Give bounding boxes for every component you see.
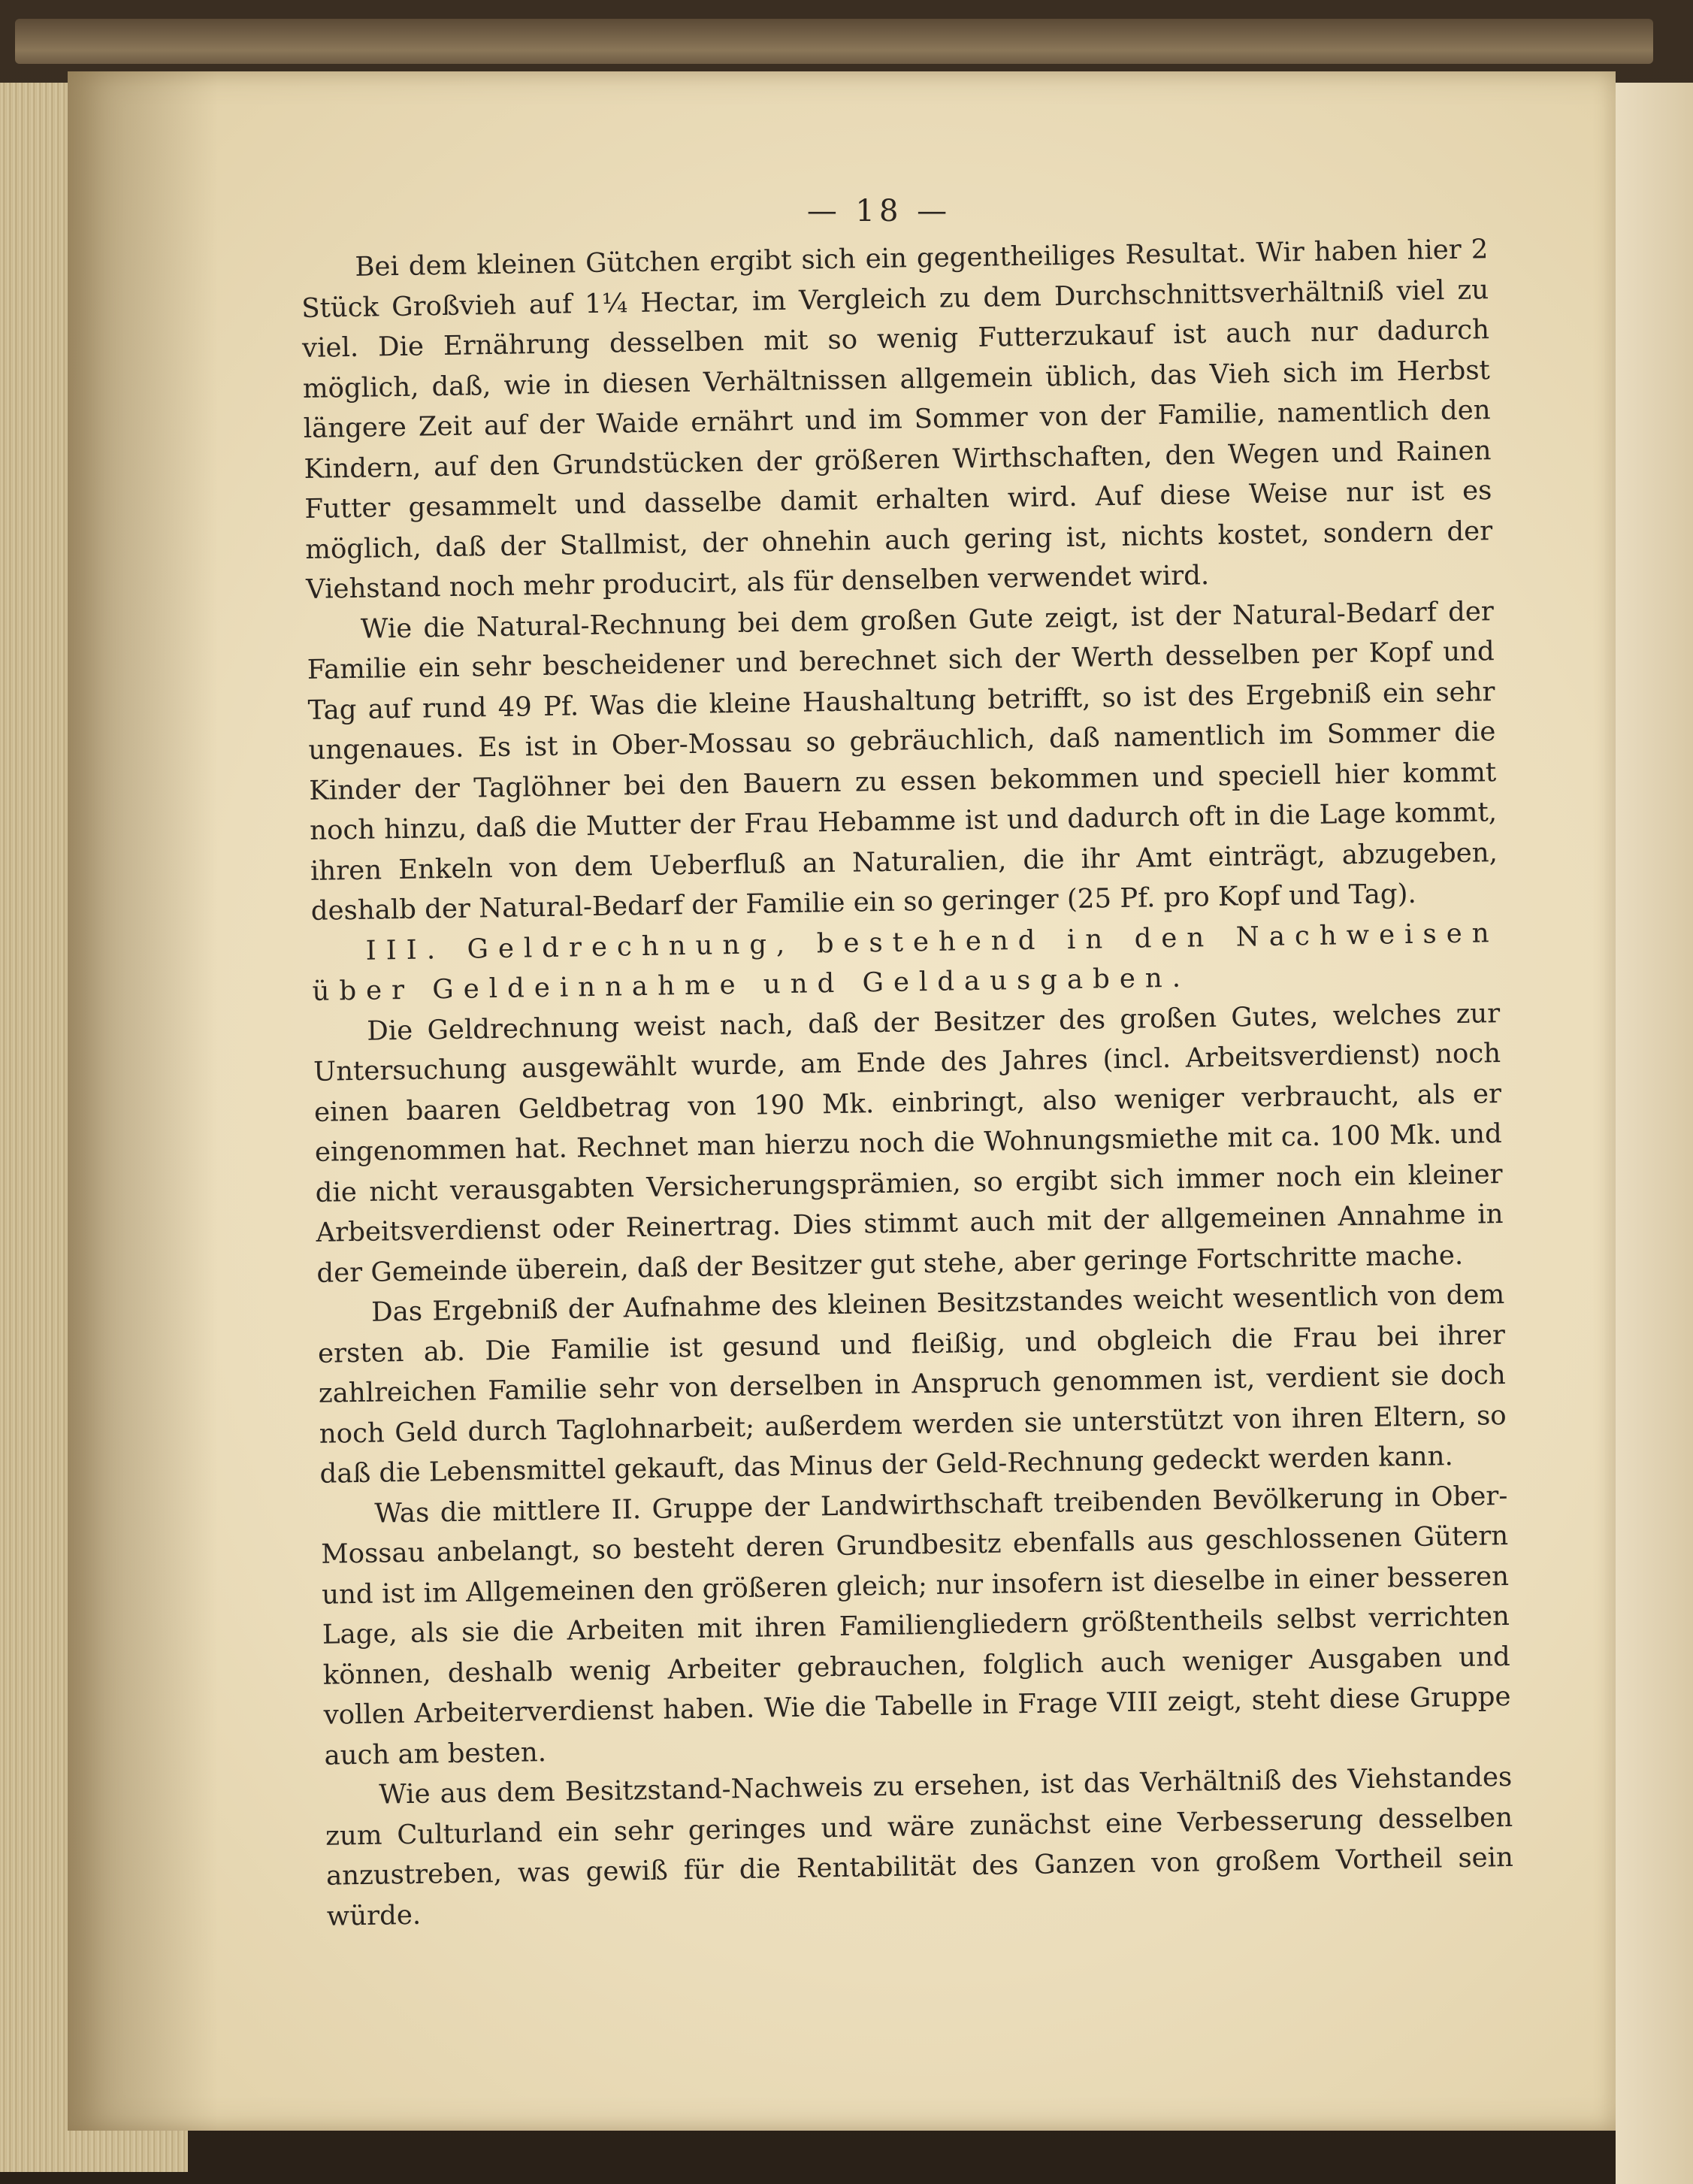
gutter-shadow bbox=[68, 71, 218, 2131]
page-edge-right bbox=[1616, 83, 1693, 2184]
body-text bbox=[301, 229, 1514, 1937]
paragraph: Wie die Natural-Rechnung bei dem großen Gute zeigt, ist der Natural-Bedarf der Familie ein sehr bescheidener und berechnet sich der Werth desselben per Kopf und Tag auf rund 49 Pf. Was die kleine Haushaltung betrifft, so ist des Ergebniß ein sehr ungenaues. Es ist in Ober-Mossau so gebräuchlich, daß namentlich im Sommer die Kinder der Taglöhner bei den Bauern zu essen bekommen und speciell hier kommt noch hinzu, daß die Mutter der Frau Hebamme ist und dadurch oft in die Lage kommt, ihren Enkeln von dem Ueberfluß an Naturalien, die ihr Amt einträgt, abzugeben, deshalb der Natural-Bedarf der Familie ein so geringer (25 Pf. pro Kopf und Tag). bbox=[307, 595, 1498, 927]
paragraph: Bei dem kleinen Gütchen ergibt sich ein gegentheiliges Resultat. Wir haben hier 2 Stück Großvieh auf 1¼ Hectar, im Vergleich zu dem Durchschnittsverhältniß viel zu viel. Die Ernährung desselben mit so wenig Futterzukauf ist auch nur dadurch möglich, daß, wie in diesen Verhältnissen allgemein üblich, das Vieh sich im Herbst längere Zeit auf der Waide ernährt und im Sommer von der Familie, namentlich den Kindern, auf den Grundstücken der größeren Wirthschaften, den Wegen und Rainen Futter gesammelt und dasselbe damit erhalten wird. Auf diese Weise nur ist es möglich, daß der Stallmist, der ohnehin auch gering ist, nichts kostet, sondern der Viehstand noch mehr producirt, als für denselben verwendet wird. bbox=[301, 234, 1493, 605]
paragraph: Was die mittlere II. Gruppe der Landwirthschaft treibenden Bevölkerung in Ober-Mossau anbelangt, so besteht deren Grundbesitz ebenfalls aus geschlossenen Gütern und ist im Allgemeinen den größeren gleich; nur insofern ist dieselbe in einer besseren Lage, als sie die Arbeiten mit ihren Familiengliedern größtentheils selbst verrichten können, deshalb wenig Arbeiter gebrauchen, folglich auch weniger Ausgaben und vollen Arbeiterverdienst haben. Wie die Tabelle in Frage VIII zeigt, steht diese Gruppe auch am besten. bbox=[320, 1480, 1511, 1771]
paragraph: Wie aus dem Besitzstand-Nachweis zu ersehen, ist das Verhältniß des Viehstandes zum Culturland ein sehr geringes und wäre zunächst eine Verbesserung desselben anzustreben, was gewiß für die Rentabilität des Ganzen von großem Vortheil sein würde. bbox=[325, 1761, 1514, 1932]
book-cover-edge bbox=[15, 19, 1653, 64]
paragraph: Das Ergebniß der Aufnahme des kleinen Besitzstandes weicht wesentlich von dem ersten ab. Die Familie ist gesund und fleißig, und obgleich die Frau bei ihrer zahlreichen Familie sehr von derselben in Anspruch genommen ist, verdient sie doch noch Geld durch Taglohnarbeit; außerdem werden sie unterstützt von ihren Eltern, so daß die Lebensmittel gekauft, das Minus der Geld-Rechnung gedeckt werden kann. bbox=[317, 1279, 1507, 1490]
section-heading: III. Geldrechnung, bestehend in den Nachweisen über Geldeinnahme und Geldausgaben. bbox=[312, 917, 1499, 1007]
paragraph: Die Geldrechnung weist nach, daß der Besitzer des großen Gutes, welches zur Untersuchung ausgewählt wurde, am Ende des Jahres (incl. Arbeitsverdienst) noch einen baaren Geldbetrag von 190 Mk. einbringt, also weniger verbraucht, als er eingenommen hat. Rechnet man hierzu noch die Wohnungsmiethe mit ca. 100 Mk. und die nicht verausgabten Versicherungsprämien, so ergibt sich immer noch ein kleiner Arbeitsverdienst oder Reinertrag. Dies stimmt auch mit der allgemeinen Annahme in der Gemeinde überein, daß der Besitzer gut stehe, aber geringe Fortschritte mache. bbox=[313, 997, 1504, 1289]
page-number: — 18 — bbox=[806, 194, 952, 228]
